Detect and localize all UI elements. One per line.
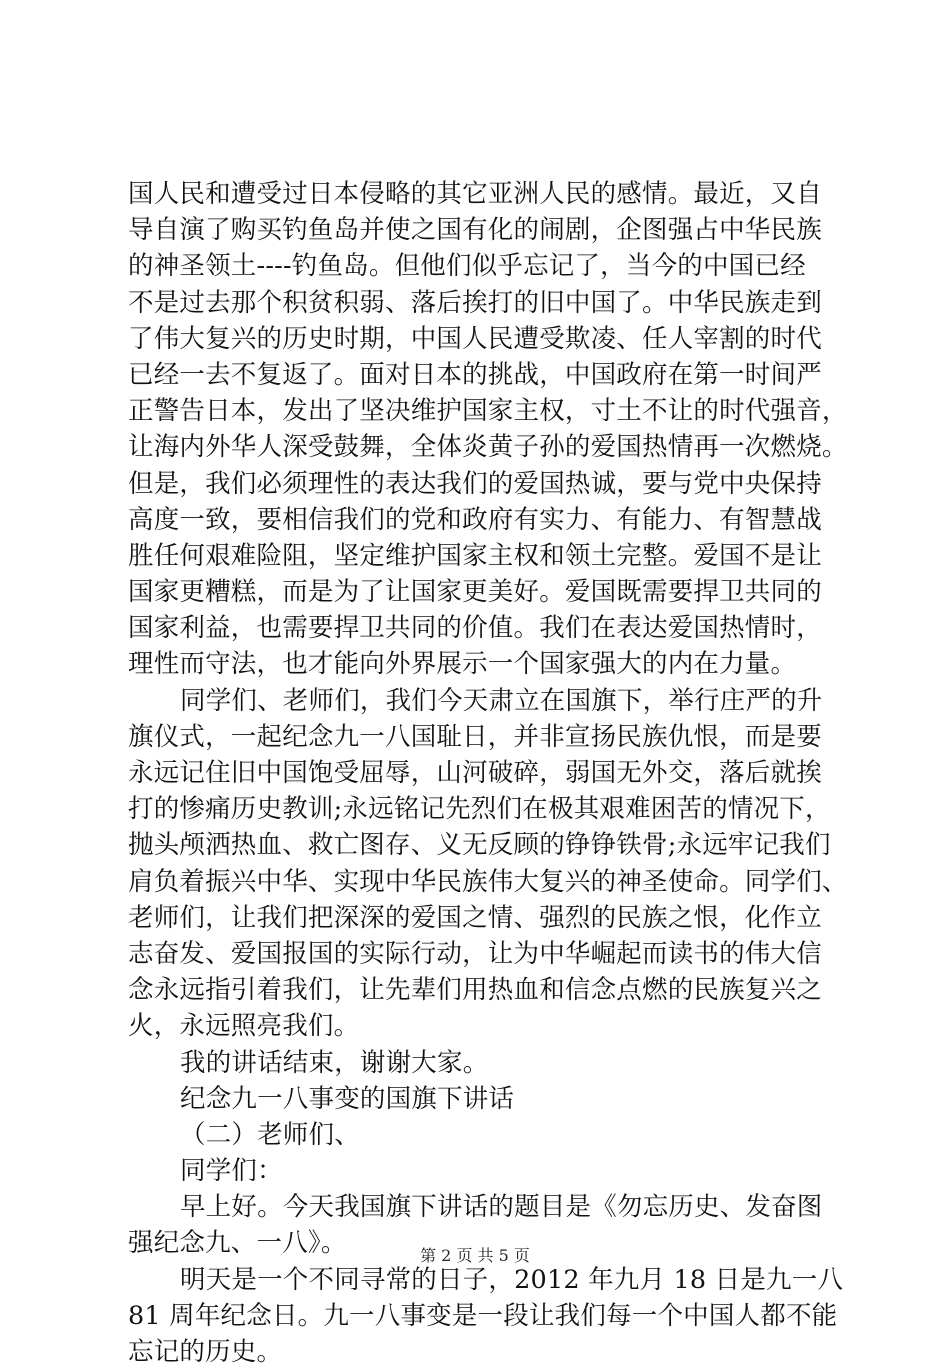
page-number-footer: 第 2 页 共 5 页 [420, 1246, 530, 1265]
text-line: 不是过去那个积贫积弱、落后挨打的旧中国了。中华民族走到 [128, 287, 822, 318]
section-subtitle: （二）老师们、 [180, 1119, 360, 1150]
text-line: 让海内外华人深受鼓舞，全体炎黄子孙的爱国热情再一次燃烧。 [128, 432, 848, 463]
text-line: 强纪念九、一八》。 [128, 1228, 347, 1259]
text-line: 理性而守法，也才能向外界展示一个国家强大的内在力量。 [128, 649, 797, 680]
text-line: 火，永远照亮我们。 [128, 1011, 360, 1042]
text-line: 国人民和遭受过日本侵略的其它亚洲人民的感情。最近，又自 [128, 179, 822, 209]
text-line: 念永远指引着我们，让先辈们用热血和信念点燃的民族复兴之 [128, 975, 822, 1006]
text-line: 高度一致，要相信我们的党和政府有实力、有能力、有智慧战 [128, 504, 822, 535]
text-line: 肩负着振兴中华、实现中华民族伟大复兴的神圣使命。同学们、 [128, 866, 848, 897]
greeting-line: 同学们： [180, 1156, 283, 1187]
text-line: 正警告日本，发出了坚决维护国家主权，寸土不让的时代强音， [128, 396, 848, 427]
body-text [128, 176, 848, 1370]
text-line: 永远记住旧中国饱受屈辱，山河破碎，弱国无外交，落后就挨 [128, 758, 822, 788]
section-title: 纪念九一八事变的国旗下讲话 [180, 1083, 515, 1114]
text-line: 抛头颅洒热血、救亡图存、义无反顾的铮铮铁骨;永远牢记我们 [128, 830, 831, 861]
text-line: 胜任何艰难险阻，坚定维护国家主权和领土完整。爱国不是让 [128, 540, 822, 571]
text-line: 打的惨痛历史教训;永远铭记先烈们在极其艰难困苦的情况下， [128, 794, 831, 825]
text-line: 国家更糟糕，而是为了让国家更美好。爱国既需要捍卫共同的 [128, 577, 822, 608]
text-line: 国家利益，也需要捍卫共同的价值。我们在表达爱国热情时， [128, 613, 822, 644]
text-line: 了伟大复兴的历史时期，中国人民遭受欺凌、任人宰割的时代 [128, 323, 822, 354]
text-line: 老师们，让我们把深深的爱国之情、强烈的民族之恨，化作立 [128, 902, 822, 933]
text-line: 忘记的历史。 [128, 1337, 283, 1367]
text-line: 导自演了购买钓鱼岛并使之国有化的闹剧，企图强占中华民族 [128, 215, 822, 246]
text-line: 但是，我们必须理性的表达我们的爱国热诚，要与党中央保持 [128, 468, 822, 499]
text-line: 的神圣领土----钓鱼岛。但他们似乎忘记了，当今的中国已经 [128, 251, 806, 282]
text-line: 已经一去不复返了。面对日本的挑战，中国政府在第一时间严 [128, 359, 822, 390]
text-line: 志奋发、爱国报国的实际行动，让为中华崛起而读书的伟大信 [128, 938, 822, 969]
paragraph-start-line: 明天是一个不同寻常的日子，2012 年九月 18 日是九一八 [180, 1264, 844, 1295]
paragraph-start-line: 同学们、老师们，我们今天肃立在国旗下，举行庄严的升 [180, 685, 823, 716]
paragraph-start-line: 早上好。今天我国旗下讲话的题目是《勿忘历史、发奋图 [180, 1192, 823, 1223]
text-line: 旗仪式，一起纪念九一八国耻日，并非宣扬民族仇恨，而是要 [128, 721, 822, 752]
text-line: 81 周年纪念日。九一八事变是一段让我们每一个中国人都不能 [128, 1300, 838, 1331]
closing-line: 我的讲话结束，谢谢大家。 [180, 1047, 489, 1078]
